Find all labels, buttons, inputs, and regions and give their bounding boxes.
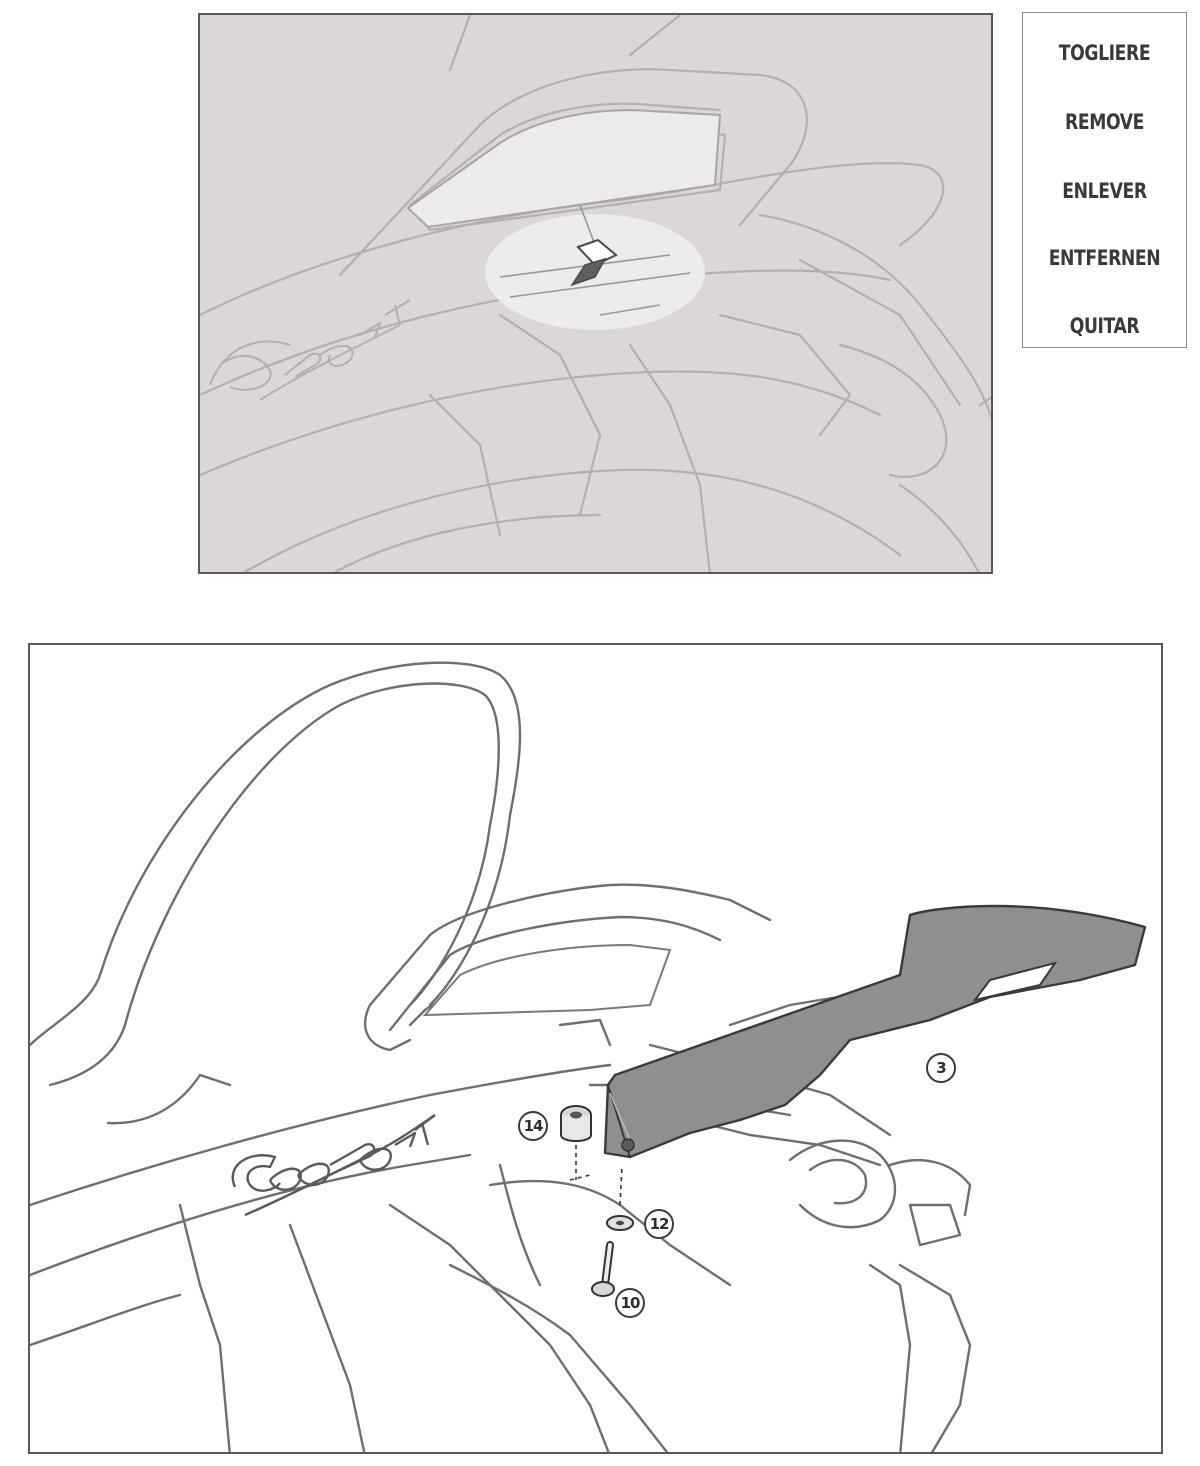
installation-illustration-panel	[28, 643, 1163, 1454]
sport-decal-outline	[200, 15, 993, 574]
remove-instruction-legend	[1022, 12, 1187, 348]
removal-illustration-panel	[198, 13, 993, 574]
callout-spacer: 14	[518, 1111, 548, 1141]
mounting-plate-bracket	[605, 906, 1145, 1157]
bracket-install-drawing	[30, 645, 1163, 1454]
callout-bracket: 3	[926, 1053, 956, 1083]
callout-washer: 12	[644, 1209, 674, 1239]
spacer-part	[561, 1106, 591, 1141]
remove-label-english: REMOVE	[1065, 110, 1144, 134]
callout-screw: 10	[615, 1288, 645, 1318]
remove-label-italian: TOGLIERE	[1058, 41, 1151, 65]
remove-label-spanish: QUITAR	[1069, 314, 1140, 338]
remove-label-french: ENLEVER	[1062, 179, 1147, 203]
washer-part	[607, 1216, 633, 1230]
remove-label-german: ENTFERNEN	[1048, 246, 1161, 270]
screw-part	[592, 1245, 614, 1296]
